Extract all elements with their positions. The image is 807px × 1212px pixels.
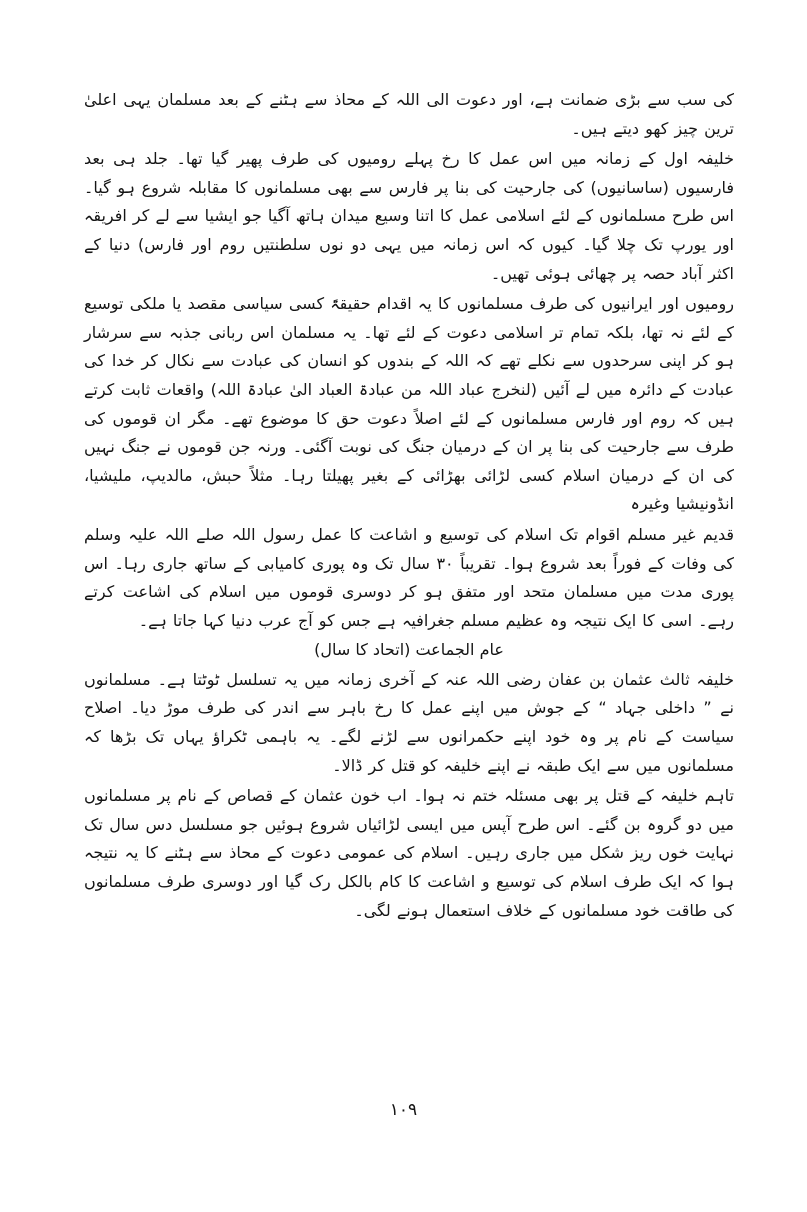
page-number: ۱۰۹ — [389, 1100, 418, 1120]
paragraph-romans-persians: رومیوں اور ایرانیوں کی طرف مسلمانوں کا یہ اقدام حقیقۃً کسی سیاسی مقصد یا ملکی توسیع کے لئے نہ تھا، بلکہ تمام تر اسلامی دعوت کے لئے تھا۔ یہ مسلمان اس ربانی جذبہ سے سرشار ہو کر اپنی سرحدوں سے نکلے تھے کہ اللہ کے بندوں کو انسان کی عبادت سے نکال کر خدا کی عبادت کے دائرہ میں لے آئیں (لنخرج عباد اللہ من عبادۃ العباد الیٰ عبادۃ اللہ) واقعات ثابت کرتے ہیں کہ روم اور فارس مسلمانوں کے لئے اصلاً دعوت حق کا موضوع تھے۔ مگر ان قوموں کی طرف سے جارحیت کی بنا پر ان کے درمیان جنگ کی نوبت آگئی۔ ورنہ جن قوموں نے جنگ نہیں کی ان کے درمیان اسلام کسی لڑائی بھڑائی کے بغیر پھیلتا رہا۔ مثلاً حبش، مالدیپ، ملیشیا، انڈونیشیا وغیرہ — [84, 294, 734, 514]
section-heading: عام الجماعت (اتحاد کا سال) — [314, 640, 504, 660]
paragraph-third-caliph: خلیفہ ثالث عثمان بن عفان رضی اللہ عنہ کے آخری زمانہ میں یہ تسلسل ٹوٹتا ہے۔ مسلمانوں نے ” داخلی جہاد “ کے جوش میں اپنے عمل کا رخ باہر سے اندر کی طرف موڑ دیا۔ اصلاح سیاست کے نام پر وہ خود اپنے حکمرانوں سے لڑنے لگے۔ یہ باہمی ٹکراؤ یہاں تک بڑھا کہ مسلمانوں میں سے ایک طبقہ نے اپنے خلیفہ کو قتل کر ڈالا۔ — [84, 669, 734, 775]
page-body-text — [84, 86, 734, 925]
paragraph-continuation: کی سب سے بڑی ضمانت ہے، اور دعوت الی اللہ کے محاذ سے ہٹنے کے بعد مسلمان یہی اعلیٰ ترین چیز کھو دیتے ہیں۔ — [84, 90, 734, 138]
paragraph-spread-of-islam: قدیم غیر مسلم اقوام تک اسلام کی توسیع و اشاعت کا عمل رسول اللہ صلے اللہ علیہ وسلم کی وفات کے فوراً بعد شروع ہوا۔ تقریباً ۳۰ سال تک وہ پوری کامیابی کے ساتھ جاری رہا۔ اس پوری مدت میں مسلمان متحد اور متفق ہو کر دوسری قوموں میں اسلام کی اشاعت کرتے رہے۔ اسی کا ایک نتیجہ وہ عظیم مسلم جغرافیہ ہے جس کو آج عرب دنیا کہا جاتا ہے۔ — [84, 524, 734, 630]
paragraph-first-caliph: خلیفہ اول کے زمانہ میں اس عمل کا رخ پہلے رومیوں کی طرف پھیر گیا تھا۔ جلد ہی بعد فارسیوں (ساسانیوں) کی جارحیت کی بنا پر فارس سے بھی مسلمانوں کا مقابلہ شروع ہو گیا۔ اس طرح مسلمانوں کے لئے اسلامی عمل کا اتنا وسیع میدان ہاتھ آگیا جو ایشیا سے لے کر افریقہ اور یورپ تک چلا گیا۔ کیوں کہ اس زمانہ میں یہی دو نوں سلطنتیں روم اور فارس) دنیا کے اکثر آباد حصہ پر چھائی ہوئی تھیں۔ — [84, 149, 734, 283]
paragraph-aftermath: تاہم خلیفہ کے قتل پر بھی مسئلہ ختم نہ ہوا۔ اب خون عثمان کے قصاص کے نام پر مسلمانوں میں دو گروہ بن گئے۔ اس طرح آپس میں ایسی لڑائیاں شروع ہوئیں جو مسلسل دس سال تک نہایت خوں ریز شکل میں جاری رہیں۔ اسلام کی عمومی دعوت کے محاذ سے ہٹنے کا یہ نتیجہ ہوا کہ ایک طرف اسلام کی توسیع و اشاعت کا کام بالکل رک گیا اور دوسری طرف مسلمانوں کی طاقت خود مسلمانوں کے خلاف استعمال ہونے لگی۔ — [84, 786, 734, 920]
